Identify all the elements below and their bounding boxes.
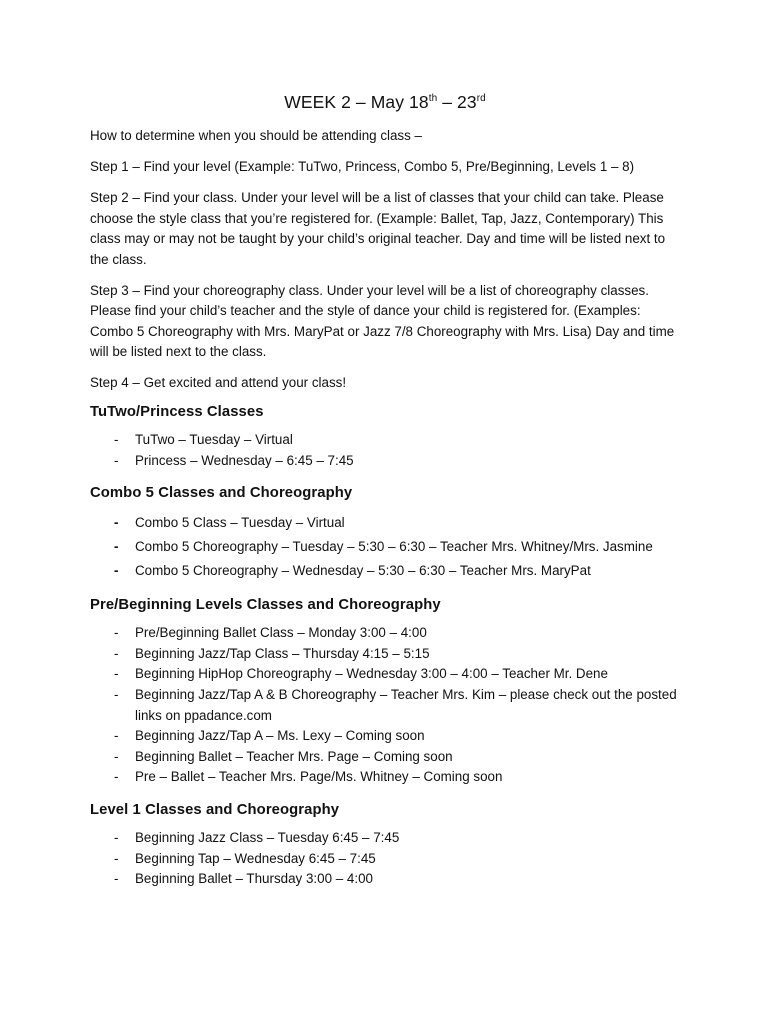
list-item [90, 451, 680, 472]
dash-bullet: - [114, 452, 119, 468]
step-2-paragraph: Step 2 – Find your class. Under your level will be a list of classes that your child can take. Please choose the style class that you’re registered for. (Example: Ballet, Tap, Jazz, Contemporary) This class may or may not be taught by your child’s original teacher. Day and time will be listed next to the class. [90, 190, 666, 267]
list-item-text: Beginning HipHop Choreography – Wednesday 3:00 – 4:00 – Teacher Mr. Dene [135, 666, 608, 682]
dash-bullet: - [114, 769, 119, 785]
dash-bullet: - [114, 625, 119, 641]
list-item-text: Beginning Jazz/Tap A & B Choreography – Teacher Mrs. Kim – please check out the posted links on ppadance.com [135, 686, 677, 723]
dash-bullet: - [114, 432, 119, 447]
list-item-text: TuTwo – Tuesday – Virtual [135, 432, 293, 447]
list-item-text: Beginning Ballet – Teacher Mrs. Page – Coming soon [135, 748, 453, 764]
title-superscript-rd: rd [476, 93, 486, 104]
step-4-paragraph: Step 4 – Get excited and attend your class! [90, 375, 347, 390]
list-item-text: Beginning Jazz/Tap Class – Thursday 4:15 – 5:15 [135, 645, 430, 661]
list-item-text: Combo 5 Class – Tuesday – Virtual [135, 515, 345, 531]
dash-bullet: - [114, 666, 119, 682]
list-item [90, 869, 680, 890]
step-1-paragraph: Step 1 – Find your level (Example: TuTwo, Princess, Combo 5, Pre/Beginning, Levels 1 – 8) [90, 159, 635, 174]
step-3-paragraph: Step 3 – Find your choreography class. Under your level will be a list of choreography classes. Please find your child’s teacher and the style of dance your child is registered for. (Examples: Combo 5 Choreography with Mrs. MaryPat or Jazz 7/8 Choreography with Mrs. Lisa) Day and time will be listed next to the class. [90, 282, 675, 359]
title-text-end: – 23 [437, 92, 477, 112]
list-item [90, 767, 680, 788]
list-item-text: Beginning Jazz Class – Tuesday 6:45 – 7:45 [135, 829, 400, 845]
section-heading-combo-5: Combo 5 Classes and Choreography [90, 485, 353, 502]
list-item [90, 664, 680, 685]
list-item-text: Pre/Beginning Ballet Class – Monday 3:00 – 4:00 [135, 625, 427, 641]
list-item-text: Beginning Ballet – Thursday 3:00 – 4:00 [135, 871, 373, 887]
list-item [90, 559, 680, 583]
section-list-combo-5 [90, 511, 680, 583]
list-item [90, 849, 680, 870]
list-item [90, 535, 680, 559]
list-item [90, 430, 680, 451]
section-list-level-1 [90, 828, 680, 890]
list-item [90, 747, 680, 768]
dash-bullet: - [114, 850, 119, 866]
list-item [90, 623, 680, 644]
dash-bullet: - [114, 728, 119, 744]
section-heading-pre-beginning: Pre/Beginning Levels Classes and Choreography [90, 597, 441, 614]
dash-bullet: - [114, 645, 119, 661]
dash-bullet: - [114, 829, 119, 845]
list-item [90, 726, 680, 747]
section-list-pre-beginning [90, 623, 680, 788]
document-title [90, 92, 680, 113]
dash-bullet: - [114, 539, 119, 555]
list-item [90, 685, 680, 726]
section-heading-tutwo-princess: TuTwo/Princess Classes [90, 404, 264, 420]
list-item-text: Combo 5 Choreography – Wednesday – 5:30 – 6:30 – Teacher Mrs. MaryPat [135, 563, 591, 579]
dash-bullet: - [114, 563, 119, 579]
list-item-text: Pre – Ballet – Teacher Mrs. Page/Ms. Whitney – Coming soon [135, 769, 503, 785]
dash-bullet: - [114, 515, 119, 531]
title-text: WEEK 2 – May 18 [284, 92, 429, 112]
list-item-text: Combo 5 Choreography – Tuesday – 5:30 – 6:30 – Teacher Mrs. Whitney/Mrs. Jasmine [135, 539, 653, 555]
list-item [90, 828, 680, 849]
document-page [90, 92, 680, 904]
dash-bullet: - [114, 748, 119, 764]
list-item-text: Princess – Wednesday – 6:45 – 7:45 [135, 452, 354, 468]
dash-bullet: - [114, 686, 119, 702]
title-superscript-th: th [428, 93, 438, 104]
list-item [90, 644, 680, 665]
list-item-text: Beginning Tap – Wednesday 6:45 – 7:45 [135, 850, 376, 866]
list-item-text: Beginning Jazz/Tap A – Ms. Lexy – Coming soon [135, 728, 425, 744]
dash-bullet: - [114, 871, 119, 887]
section-list-tutwo-princess [90, 430, 680, 471]
section-heading-level-1: Level 1 Classes and Choreography [90, 801, 340, 818]
intro-paragraph: How to determine when you should be attending class – [90, 128, 422, 143]
list-item [90, 511, 680, 535]
